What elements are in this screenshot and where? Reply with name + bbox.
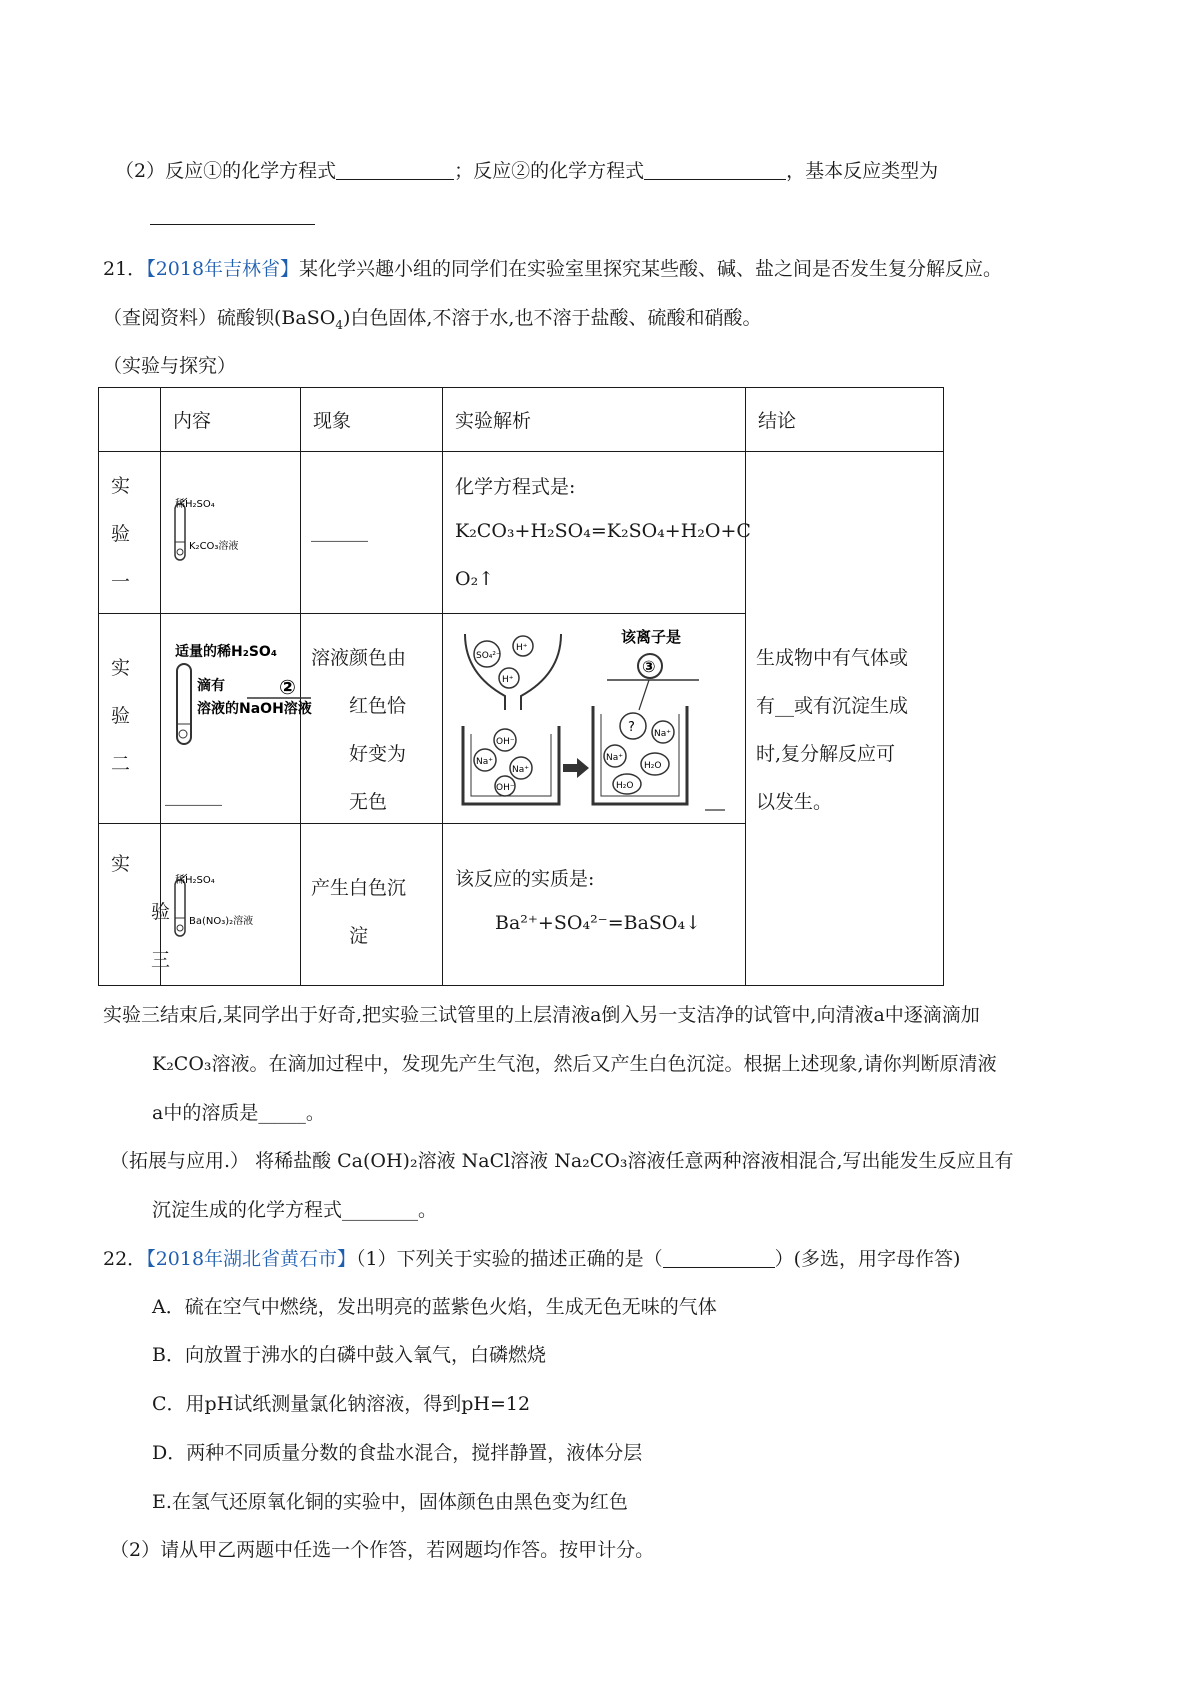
svg-text:OH⁻: OH⁻ — [496, 737, 515, 747]
q22-number: 22． — [103, 1248, 147, 1270]
svg-text:稀H₂SO₄: 稀H₂SO₄ — [175, 875, 215, 886]
table-header-row — [99, 388, 944, 452]
experiment-table — [98, 387, 944, 986]
extension-text-2: 沉淀生成的化学方程式________。 — [152, 1199, 438, 1221]
svg-text:H₂O: H₂O — [616, 781, 634, 791]
q22-stem-line — [103, 1244, 960, 1271]
svg-text:SO₄²⁻: SO₄²⁻ — [476, 651, 501, 661]
q21-source: 【2018年吉林省】 — [146, 258, 300, 280]
ref-label: （查阅资料） — [103, 307, 218, 329]
svg-text:H⁺: H⁺ — [502, 675, 514, 685]
row2-apparatus — [161, 614, 312, 824]
row3-apparatus — [161, 824, 301, 986]
q21-section-title: （实验与探究） — [103, 355, 237, 377]
extension-text-1: （拓展与应用.） 将稀盐酸 Ca(OH)₂溶液 NaCl溶液 Na₂CO₃溶液任意两种溶液相混合,写出能发生反应且有 — [110, 1150, 1014, 1172]
svg-text:OH⁻: OH⁻ — [496, 783, 515, 793]
test-tube-icon — [161, 824, 299, 984]
svg-text:适量的稀H₂SO₄: 适量的稀H₂SO₄ — [175, 644, 277, 660]
svg-text:②: ② — [279, 675, 296, 699]
tube-top-label: 稀H₂SO₄ — [175, 499, 215, 510]
conclusion-cell: 生成物中有气体或 有__或有沉淀生成 时,复分解反应可 以发生。 — [746, 452, 944, 986]
row3-phenomenon: 产生白色沉 淀 — [301, 824, 443, 986]
row1-apparatus — [161, 452, 301, 614]
ion-reaction-diagram — [443, 614, 743, 822]
svg-text:H₂O: H₂O — [644, 761, 662, 771]
q22-option-c: C．用pH试纸测量氯化钠溶液，得到pH=12 — [152, 1393, 531, 1415]
table-row — [99, 452, 944, 614]
row2-analysis — [443, 614, 746, 824]
q21-stem: 某化学兴趣小组的同学们在实验室里探究某些酸、碱、盐之间是否发生复分解反应。 — [299, 258, 1003, 280]
svg-text:Na⁺: Na⁺ — [512, 765, 529, 775]
answer-blank[interactable] — [336, 160, 454, 180]
svg-text:Na⁺: Na⁺ — [476, 757, 493, 767]
svg-text:Ba(NO₃)₂溶液: Ba(NO₃)₂溶液 — [189, 916, 254, 927]
ref-sub: 4 — [335, 317, 343, 332]
svg-text:该离子是: 该离子是 — [621, 628, 682, 646]
q20-line2 — [115, 156, 938, 183]
q21-number: 21． — [103, 258, 147, 280]
svg-text:?: ? — [628, 720, 635, 735]
row3-label: 实 验 三 — [99, 824, 161, 986]
answer-blank[interactable] — [150, 205, 315, 225]
q20-line2-cont — [150, 205, 315, 227]
q22-option-a: A．硫在空气中燃绕，发出明亮的蓝紫色火焰，生成无色无味的气体 — [152, 1296, 717, 1318]
test-tube-icon — [161, 452, 299, 612]
row1-label: 实 验 一 — [99, 452, 161, 614]
row1-analysis: 化学方程式是: K₂CO₃+H₂SO₄=K₂SO₄+H₂O+C O₂↑ — [443, 452, 746, 614]
header-blank — [99, 388, 161, 452]
q22-source: 【2018年湖北省黄石市】 — [146, 1248, 357, 1270]
svg-text:溶液的NaOH溶液: 溶液的NaOH溶液 — [197, 701, 312, 717]
row2-label: 实 验 二 — [99, 614, 161, 824]
arrow-icon — [563, 758, 589, 778]
q20-mid: ；反应②的化学方程式 — [454, 160, 645, 182]
ref-text-a: 硫酸钡(BaSO — [217, 307, 336, 329]
svg-text:Na⁺: Na⁺ — [606, 753, 623, 763]
q22-option-d: D．两种不同质量分数的食盐水混合，搅拌静置，液体分层 — [152, 1442, 643, 1464]
after-text-3: a中的溶质是_____。 — [152, 1102, 325, 1124]
svg-text:③: ③ — [642, 657, 656, 676]
header-phenomenon: 现象 — [301, 388, 443, 452]
q22-option-b: B．向放置于沸水的白磷中鼓入氧气，白磷燃烧 — [152, 1344, 546, 1366]
row2-phenomenon: 溶液颜色由 红色恰 好变为 无色 — [301, 614, 443, 824]
q22-stem: （1）下列关于实验的描述正确的是（ — [356, 1248, 663, 1270]
tube-bottom-label: K₂CO₃溶液 — [189, 541, 239, 552]
row2-blank: ______ — [165, 784, 222, 806]
q20-suffix: ，基本反应类型为 — [786, 160, 939, 182]
row1-phenomenon: ______ — [301, 452, 443, 614]
after-text-2: K₂CO₃溶液。在滴加过程中，发现先产生气泡，然后又产生白色沉淀。根据上述现象,请你判断原清液 — [152, 1053, 997, 1075]
svg-text:H⁺: H⁺ — [516, 643, 528, 653]
q22-option-e: E.在氢气还原氧化铜的实验中，固体颜色由黑色变为红色 — [152, 1491, 628, 1513]
svg-text:Na⁺: Na⁺ — [654, 729, 671, 739]
after-text-1: 实验三结束后,某同学出于好奇,把实验三试管里的上层清液a倒入另一支洁净的试管中,向清液a中逐滴滴加 — [103, 1004, 980, 1026]
ref-text-b: )白色固体,不溶于水,也不溶于盐酸、硫酸和硝酸。 — [342, 307, 762, 329]
q22-stem-end: ）(多选，用字母作答) — [774, 1248, 961, 1270]
svg-text:滴有: 滴有 — [197, 678, 225, 694]
q20-prefix: （2）反应①的化学方程式 — [115, 160, 337, 182]
header-analysis: 实验解析 — [443, 388, 746, 452]
answer-blank[interactable] — [644, 160, 786, 180]
q21-reference — [103, 303, 761, 330]
header-conclusion: 结论 — [746, 388, 944, 452]
q22-part2: （2）请从甲乙两题中任选一个作答，若网题均作答。按甲计分。 — [110, 1539, 655, 1561]
header-content: 内容 — [161, 388, 301, 452]
answer-blank[interactable] — [663, 1248, 775, 1268]
q21-stem-line — [103, 254, 1002, 281]
row3-analysis: 该反应的实质是: Ba²⁺+SO₄²⁻=BaSO₄↓ — [443, 824, 746, 986]
